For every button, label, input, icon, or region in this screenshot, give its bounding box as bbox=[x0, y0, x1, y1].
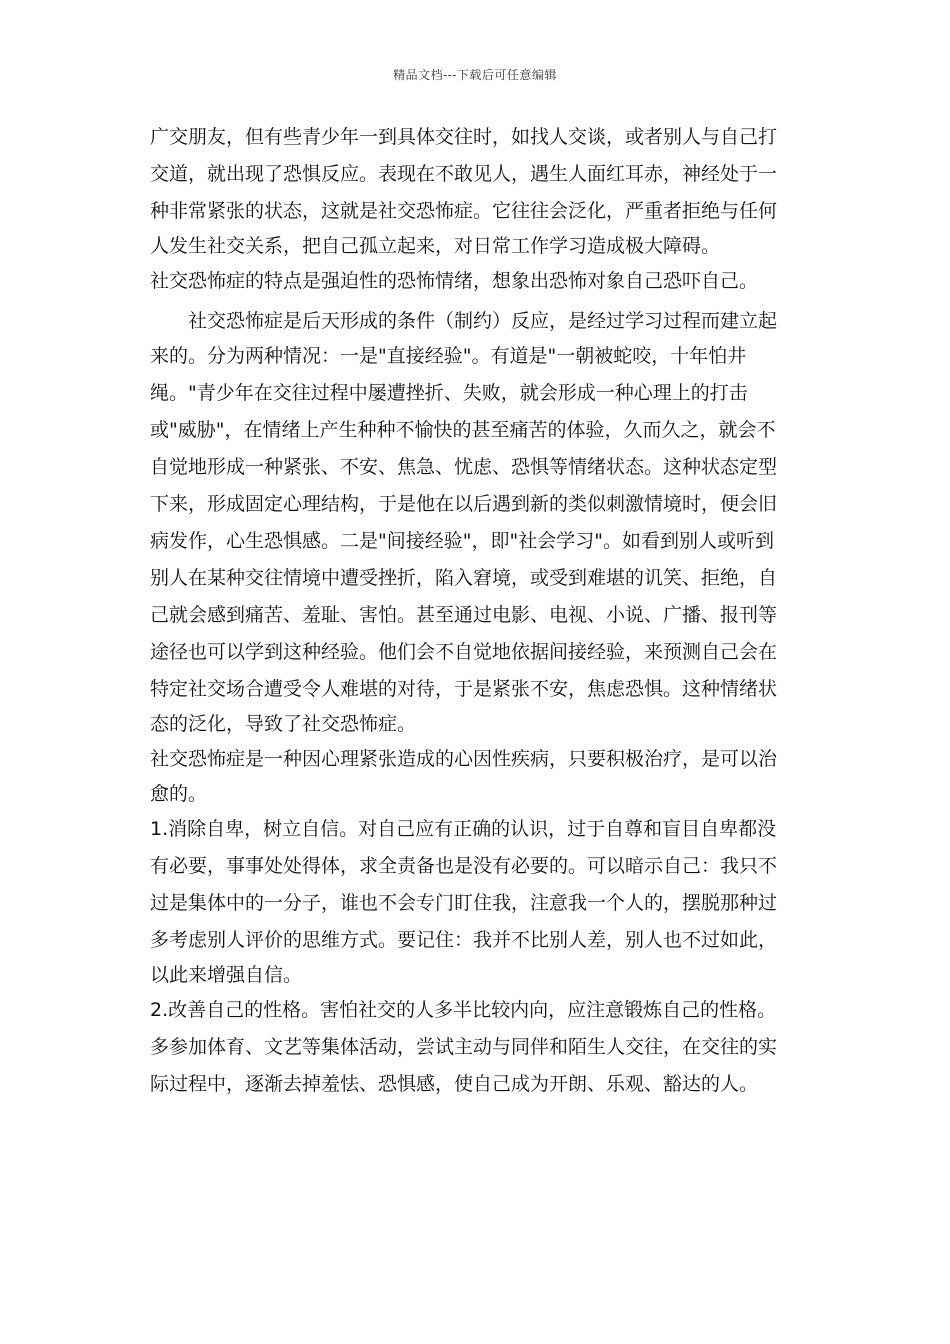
text-line: 病发作，心生恐惧感。二是"间接经验"，即"社会学习"。如看到别人或听到 bbox=[150, 530, 774, 552]
text-line: 下来，形成固定心理结构，于是他在以后遇到新的类似刺激情境时，便会旧 bbox=[150, 493, 778, 515]
text-line: 交道，就出现了恐惧反应。表现在不敢见人，遇生人面红耳赤，神经处于一 bbox=[150, 163, 778, 185]
text-line: 2.改善自己的性格。害怕社交的人多半比较内向，应注意锻炼自己的性格。 bbox=[150, 999, 777, 1021]
text-line: 多参加体育、文艺等集体活动，尝试主动与同伴和陌生人交往，在交往的实 bbox=[150, 1036, 778, 1058]
text-line: 广交朋友，但有些青少年一到具体交往时，如找人交谈，或者别人与自己打 bbox=[150, 126, 778, 148]
text-line: 或"威胁"，在情绪上产生种种不愉快的甚至痛苦的体验，久而久之，就会不 bbox=[150, 419, 776, 441]
text-line: 社交恐怖症的特点是强迫性的恐怖情绪，想象出恐怖对象自己恐吓自己。 bbox=[150, 270, 759, 292]
text-line: 有必要，事事处处得体，求全责备也是没有必要的。可以暗示自己：我只不 bbox=[150, 855, 778, 877]
text-line: 自觉地形成一种紧张、不安、焦急、忧虑、恐惧等情绪状态。这种状态定型 bbox=[150, 456, 778, 478]
text-line: 过是集体中的一分子，谁也不会专门盯住我，注意我一个人的，摆脱那种过 bbox=[150, 892, 778, 914]
text-line: 社交恐怖症是后天形成的条件（制约）反应，是经过学习过程而建立起 bbox=[150, 310, 778, 332]
text-line: 种非常紧张的状态，这就是社交恐怖症。它往往会泛化，严重者拒绝与任何 bbox=[150, 200, 778, 222]
text-line: 多考虑别人评价的思维方式。要记住：我并不比别人差，别人也不过如此， bbox=[150, 929, 778, 951]
text-line: 1.消除自卑，树立自信。对自己应有正确的认识，过于自尊和盲目自卑都没 bbox=[150, 818, 777, 840]
text-line: 己就会感到痛苦、羞耻、害怕。甚至通过电影、电视、小说、广播、报刊等 bbox=[150, 604, 778, 626]
text-line: 以此来增强自信。 bbox=[150, 964, 303, 986]
text-line: 途径也可以学到这种经验。他们会不自觉地依据间接经验，来预测自己会在 bbox=[150, 641, 778, 663]
text-line: 绳。"青少年在交往过程中屡遭挫折、失败，就会形成一种心理上的打击 bbox=[150, 382, 748, 404]
text-line: 际过程中，逐渐去掉羞怯、恐惧感，使自己成为开朗、乐观、豁达的人。 bbox=[150, 1073, 759, 1095]
text-line: 态的泛化，导致了社交恐怖症。 bbox=[150, 713, 417, 735]
text-line: 特定社交场合遭受令人难堪的对待，于是紧张不安，焦虑恐惧。这种情绪状 bbox=[150, 678, 778, 700]
text-line: 别人在某种交往情境中遭受挫折，陷入窘境，或受到难堪的讥笑、拒绝，自 bbox=[150, 567, 778, 589]
document-body bbox=[150, 119, 790, 1103]
text-line: 社交恐怖症是一种因心理紧张造成的心因性疾病，只要积极治疗，是可以治 bbox=[150, 748, 778, 770]
text-line: 人发生社交关系，把自己孤立起来，对日常工作学习造成极大障碍。 bbox=[150, 235, 721, 257]
page-header: 精品文档---下载后可任意编辑 bbox=[393, 68, 557, 82]
text-line: 愈的。 bbox=[150, 783, 208, 805]
text-line: 来的。分为两种情况：一是"直接经验"。有道是"一朝被蛇咬，十年怕井 bbox=[150, 345, 747, 367]
